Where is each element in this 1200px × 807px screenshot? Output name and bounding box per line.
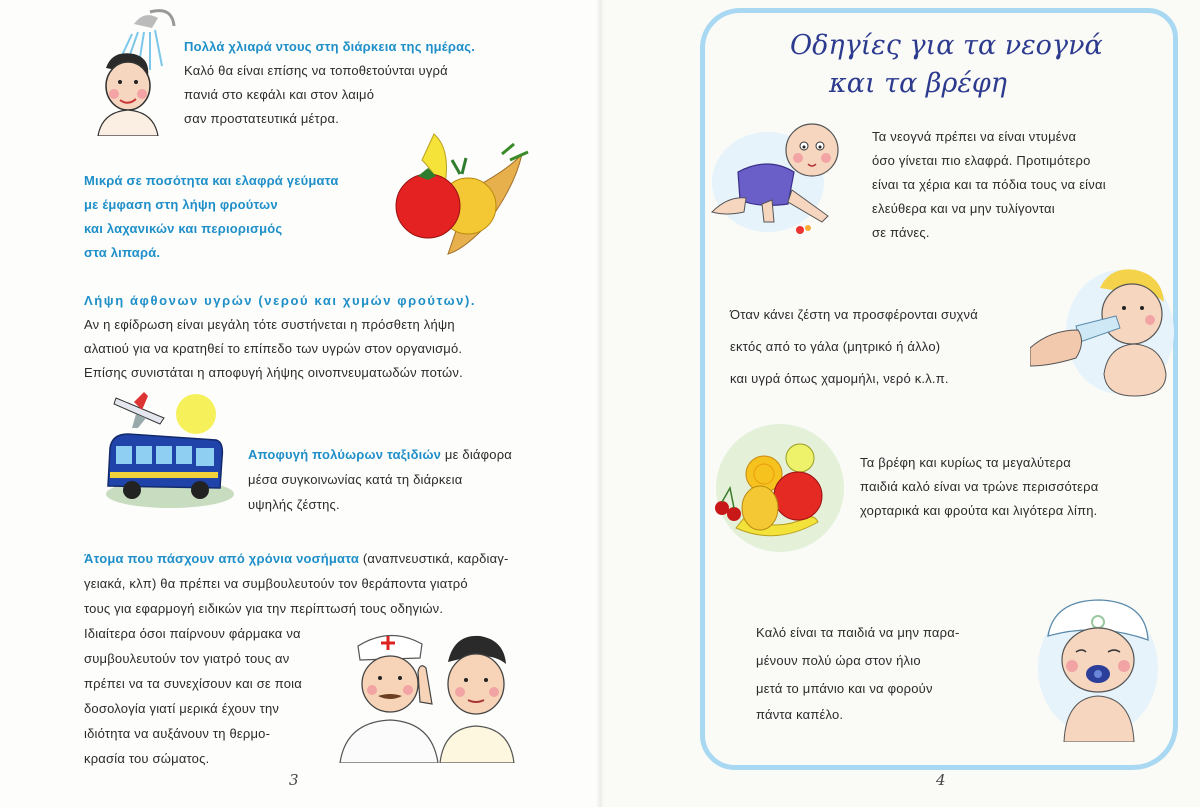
newborns-line-4: ελεύθερα και να μην τυλίγονται xyxy=(872,201,1055,216)
meals-line-2: με έμφαση στη λήψη φρούτων xyxy=(84,197,278,212)
food-line-3: χορταρικά και φρούτα και λιγότερα λίπη. xyxy=(860,503,1098,518)
shower-line-3: σαν προστατευτικά μέτρα. xyxy=(184,111,340,126)
hot-line-1: Όταν κάνει ζέστη να προσφέρονται συχνά xyxy=(730,307,978,322)
travel-heading: Αποφυγή πολύωρων ταξιδιών xyxy=(248,447,442,462)
right-page-title-line-2: και τα βρέφη xyxy=(829,68,1007,99)
travel-line-3: υψηλής ζέστης. xyxy=(248,497,340,512)
fluids-line-1: Αν η εφίδρωση είναι μεγάλη τότε συστήνεται η πρόσθετη λήψη xyxy=(84,317,455,332)
shower-child-illustration xyxy=(92,6,182,136)
sun-line-4: πάντα καπέλο. xyxy=(756,707,844,722)
meals-line-3: και λαχανικών και περιορισμός xyxy=(84,221,283,236)
chronic-line-9: κρασία του σώματος. xyxy=(84,751,210,766)
sun-line-3: μετά το μπάνιο και να φορούν xyxy=(756,681,933,696)
sun-line-2: μένουν πολύ ώρα στον ήλιο xyxy=(756,653,921,668)
chronic-line-6: πρέπει να τα συνεχίσουν και σε ποια xyxy=(84,676,302,691)
chronic-line-4: Ιδιαίτερα όσοι παίρνουν φάρμακα να xyxy=(84,626,301,641)
hot-line-2: εκτός από το γάλα (μητρικό ή άλλο) xyxy=(730,339,941,354)
meals-line-1: Μικρά σε ποσότητα και ελαφρά γεύματα xyxy=(84,173,339,188)
newborns-line-2: όσο γίνεται πιο ελαφρά. Προτιμότερο xyxy=(872,153,1091,168)
food-line-1: Τα βρέφη και κυρίως τα μεγαλύτερα xyxy=(860,455,1071,470)
chronic-line-7: δοσολογία γιατί μερικά έχουν την xyxy=(84,701,280,716)
travel-text-line-1 xyxy=(248,442,512,467)
newborns-line-3: είναι τα χέρια και τα πόδια τους να είναι xyxy=(872,177,1106,192)
fruit-bowl-illustration xyxy=(706,418,846,558)
chronic-line-5: συμβουλευτούν τον γιατρό τους αν xyxy=(84,651,290,666)
baby-drinking-illustration xyxy=(1030,262,1174,398)
newborns-line-1: Τα νεογνά πρέπει να είναι ντυμένα xyxy=(872,129,1077,144)
bus-plane-illustration xyxy=(104,388,244,513)
hot-line-3: και υγρά όπως χαμομήλι, νερό κ.λ.π. xyxy=(730,371,949,386)
page-number-right: 4 xyxy=(936,771,946,789)
shower-heading: Πολλά χλιαρά ντους στη διάρκεια της ημέρας. xyxy=(184,39,476,54)
fluids-line-2: αλατιού για να κρατηθεί το επίπεδο των υγρών στον οργανισμό. xyxy=(84,341,463,356)
chronic-text-line-1 xyxy=(84,546,509,571)
chronic-line-8: ιδιότητα να αυξάνουν τη θερμο- xyxy=(84,726,271,741)
travel-heading-rest: με διάφορα xyxy=(441,447,513,462)
meals-line-4: στα λιπαρά. xyxy=(84,245,161,260)
food-line-2: παιδιά καλό είναι να τρώνε περισσότερα xyxy=(860,479,1099,494)
shower-line-1: Καλό θα είναι επίσης να τοποθετούνται υγρά xyxy=(184,63,448,78)
doctor-patient-illustration xyxy=(336,618,516,763)
newborns-line-5: σε πάνες. xyxy=(872,225,930,240)
baby-hat-illustration xyxy=(1024,592,1168,742)
book-spine xyxy=(596,0,604,807)
crawling-baby-illustration xyxy=(708,112,868,242)
shower-line-2: πανιά στο κεφάλι και στον λαιμό xyxy=(184,87,375,102)
sun-line-1: Καλό είναι τα παιδιά να μην παρα- xyxy=(756,625,960,640)
chronic-line-3: τους για εφαρμογή ειδικών για την περίπτωσή τους οδηγιών. xyxy=(84,601,444,616)
chronic-heading: Άτομα που πάσχουν από χρόνια νοσήματα xyxy=(84,551,360,566)
travel-line-2: μέσα συγκοινωνίας κατά τη διάρκεια xyxy=(248,472,463,487)
right-page-title-line-1: Οδηγίες για τα νεογνά xyxy=(790,30,1103,61)
fluids-heading: Λήψη άφθονων υγρών (νερού και χυμών φρούτων). xyxy=(84,293,477,308)
fluids-line-3: Επίσης συνιστάται η αποφυγή λήψης οινοπνευματωδών ποτών. xyxy=(84,365,463,380)
fruits-vegetables-illustration xyxy=(382,130,532,260)
page-number-left: 3 xyxy=(289,771,299,789)
chronic-heading-rest: (αναπνευστικά, καρδιαγ- xyxy=(359,551,509,566)
chronic-line-2: γειακά, κλπ) θα πρέπει να συμβουλευτούν τον θεράποντα γιατρό xyxy=(84,576,468,591)
